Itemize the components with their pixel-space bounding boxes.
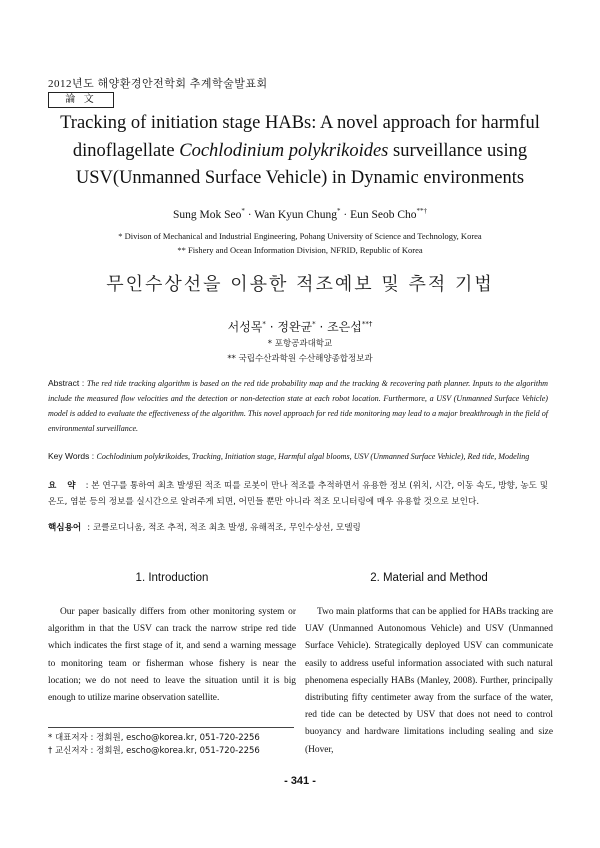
keywords-label: Key Words: [48, 451, 90, 461]
author-list: Sung Mok Seo* · Wan Kyun Chung* · Eun Seob Cho**†: [172, 207, 428, 221]
section-heading-introduction: 1. Introduction: [135, 572, 209, 584]
keywords-text: Cochlodinium polykrikoides, Tracking, Initiation stage, Harmful algal blooms, USV (Unmanned Surface Vehicle), Red tide, Modeling: [96, 452, 530, 461]
introduction-text: Our paper basically differs from other monitoring system or algorithm in that the USV can track the narrow stripe red tide which indicates the first stage of it, and send a warning message to monitoring team or fisherman whose fishery is near the location; we do not need to leave the situation until it is big enough to utilize marine observation satellite.: [48, 607, 296, 704]
summary-label: 요 약: [48, 481, 80, 491]
page-number: - 341 -: [284, 775, 316, 787]
core-terms: 핵심용어 : 코클로디니움, 적조 추적, 적조 최초 발생, 유해적조, 무인수상선, 모델링: [48, 523, 361, 533]
affiliation-2: ** Fishery and Ocean Information Division, NFRID, Republic of Korea: [177, 245, 423, 255]
conference-header: 2012년도 해양환경안전학회 추계학술발표회: [48, 78, 268, 90]
affiliation-1: * Divison of Mechanical and Industrial Engineering, Pohang University of Science and Technology, Korea: [118, 231, 482, 241]
author-3: Eun Seob Cho: [350, 208, 417, 221]
korean-affiliation-1: * 포항공과대학교: [267, 339, 333, 349]
core-terms-label: 핵심용어: [48, 523, 82, 533]
abstract-text: The red tide tracking algorithm is based on the red tide probability map and the tracking & recovering path planner. Inputs to the algorithm include the measured flow velocities and the detection or non-detection state at each robot location. Furthermore, a USV (Unmanned Surface Vehicle) model is added to evaluate the effectiveness of the algorithm. This novel approach for red tide monitoring may lead to a major breakthrough in the field of environmental surveillance.: [48, 379, 548, 433]
footnote-1: * 대표저자 : 정회원, escho@korea.kr, 051-720-2256: [48, 733, 260, 743]
paper-title: [40, 110, 560, 193]
method-text: Two main platforms that can be applied for HABs tracking are UAV (Unmanned Autonomous Vehicle) and USV (Unmanned Surface Vehicle). Strategically deployed USV can communicate easily to address useful information associated with such natural phenomena especially HABs (Manley, 2008). Further, principally distributing fifty centimeter away from the surface of the water, red tide can be detected by USV that does not need to control buoyancy and hardware limitations including sealing and size (Hover,: [305, 607, 553, 755]
core-terms-text: 코클로디니움, 적조 추적, 적조 최초 발생, 유해적조, 무인수상선, 모델링: [92, 523, 361, 533]
korean-author-list: 서성목* · 정완균* · 조은섭**†: [227, 320, 373, 334]
title-line-3: USV(Unmanned Surface Vehicle) in Dynamic environments: [75, 168, 525, 188]
korean-summary: 요 약 : 본 연구를 통하여 최초 발생된 적조 띠를 로봇이 만나 적조를 추적하면서 유용한 정보 (위치, 시간, 이동 속도, 방향, 농도 및 온도, 염분 등의 정보를 실시간으로 알려주게 되면, 어민들 뿐만 아니라 적조 모니터링에 매우 유용할 것으로 보인다.: [48, 481, 548, 507]
author-1: Sung Mok Seo: [172, 208, 242, 221]
korean-title: 무인수상선을 이용한 적조예보 및 추적 기법: [106, 274, 494, 295]
keywords: Key Words : Cochlodinium polykrikoides, Tracking, Initiation stage, Harmful algal blooms, USV (Unmanned Surface Vehicle), Red tide, Modeling: [48, 451, 530, 461]
footnote-divider: [48, 727, 294, 728]
abstract: Abstract : The red tide tracking algorithm is based on the red tide probability map and the tracking & recovering path planner. Inputs to the algorithm include the measured flow velocities and the detection or non-detection state at each robot location. Furthermore, a USV (Unmanned Surface Vehicle) model is added to evaluate the effectiveness of the algorithm. This novel approach for red tide monitoring may lead to a major breakthrough in the field of environmental surveillance.: [48, 378, 548, 433]
summary-text: 본 연구를 통하여 최초 발생된 적조 띠를 로봇이 만나 적조를 추적하면서 유용한 정보 (위치, 시간, 이동 속도, 방향, 농도 및 온도, 염분 등의 정보를 실시간으로 알려주게 되면, 어민들 뿐만 아니라 적조 모니터링에 매우 유용할 것으로 보인다.: [48, 481, 548, 507]
title-line-1: Tracking of initiation stage HABs: A novel approach for harmful: [60, 113, 540, 133]
korean-affiliation-2: ** 국립수산과학원 수산해양종합정보과: [227, 354, 373, 364]
footnote-2: † 교신저자 : 정회원, escho@korea.kr, 051-720-2256: [48, 746, 260, 756]
title-line-2: dinoflagellate Cochlodinium polykrikoides surveillance using: [72, 140, 528, 161]
species-name: Cochlodinium polykrikoides: [179, 140, 389, 161]
abstract-label: Abstract: [48, 378, 80, 388]
paper-type-label: 論 文: [48, 92, 114, 108]
author-2: Wan Kyun Chung: [254, 208, 337, 221]
section-heading-method: 2. Material and Method: [370, 572, 488, 584]
